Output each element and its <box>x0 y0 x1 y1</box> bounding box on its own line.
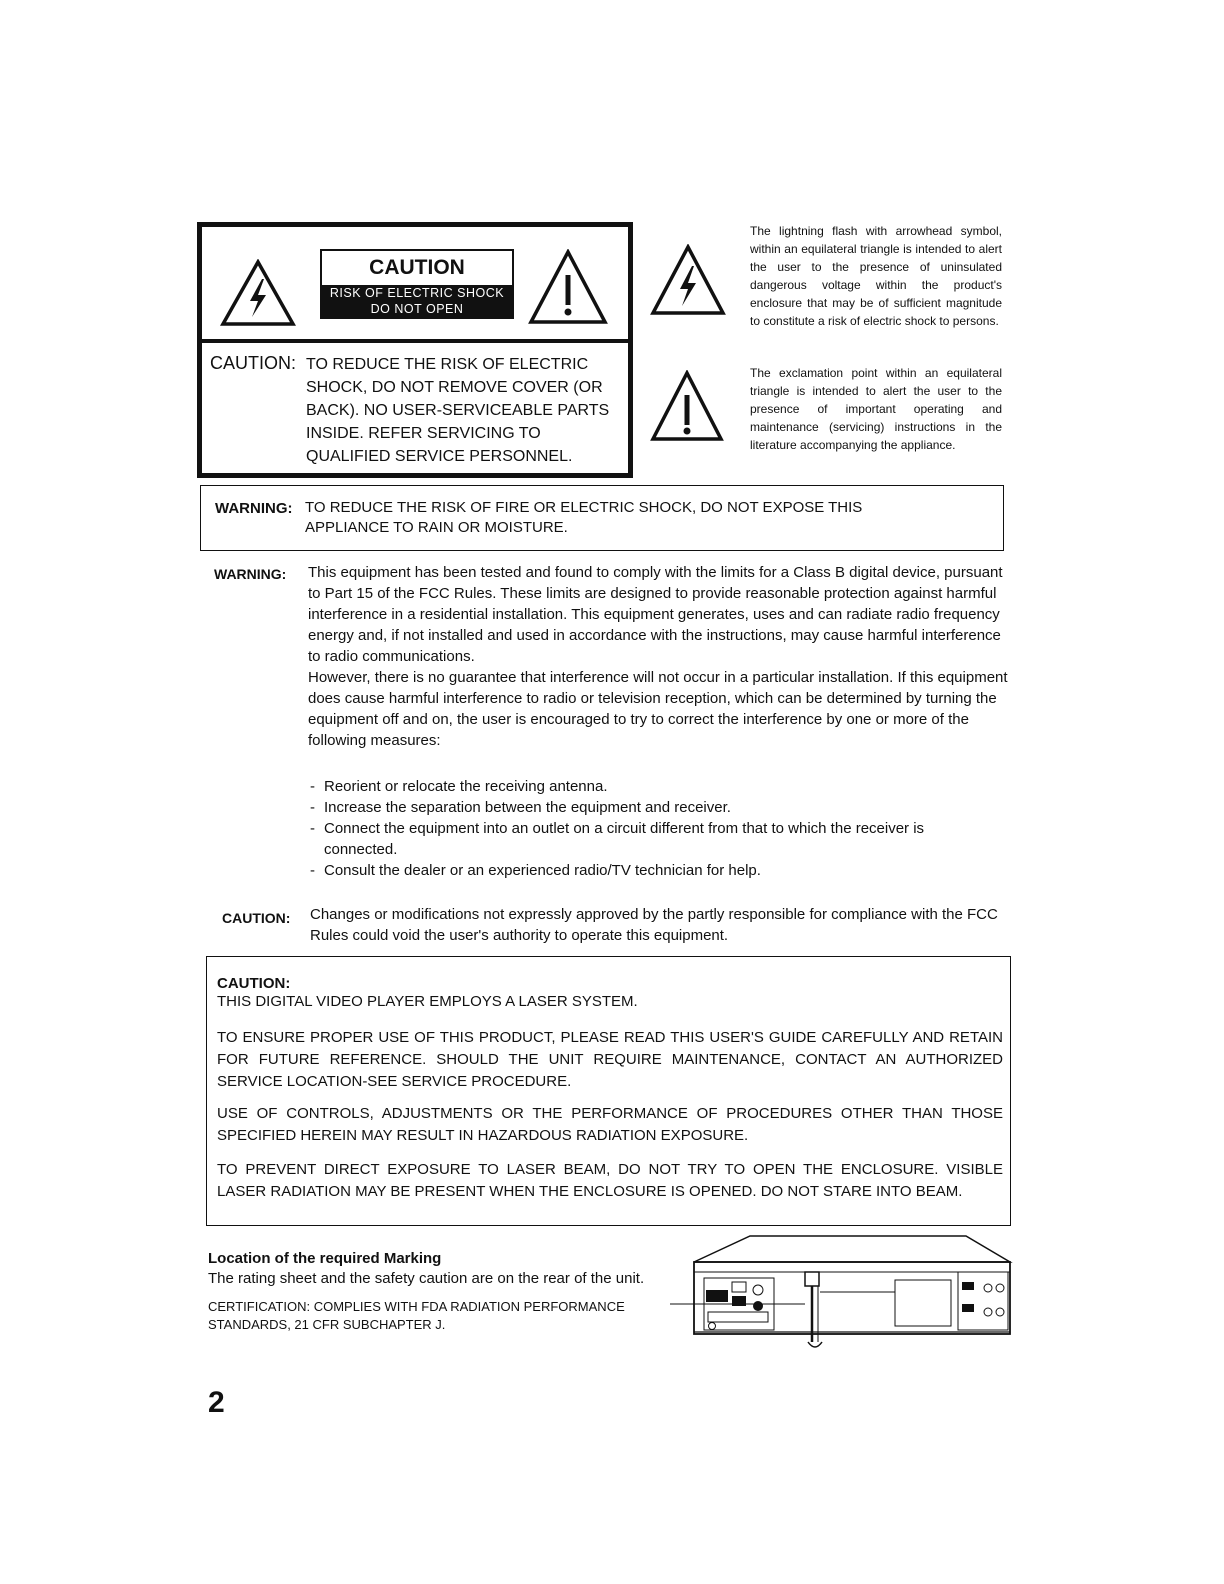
certification-text: CERTIFICATION: COMPLIES WITH FDA RADIATION PERFORMANCE STANDARDS, 21 CFR SUBCHAPTER J. <box>208 1299 625 1332</box>
fcc-warning-label: WARNING: <box>214 566 287 582</box>
marking-text: The rating sheet and the safety caution are on the rear of the unit. <box>208 1270 645 1287</box>
fcc-measures <box>310 776 1000 881</box>
page-number: 2 <box>208 1386 225 1419</box>
lightning-warning-icon <box>220 259 296 327</box>
lightning-symbol-icon <box>650 244 726 316</box>
marking-heading: Location of the required Marking <box>208 1250 442 1267</box>
fcc-warning-paragraph-1: This equipment has been tested and found to comply with the limits for a Class B digital device, pursuant to Part 15 of the FCC Rules. These limits are designed to provide reasonable protection against harmful interference in a residential installation. This equipment generates, uses and can radiate radio frequency energy and, if not installed and used in accordance with the instructions, may cause harmful interference to radio communications. <box>308 564 1003 665</box>
caution-sticker <box>320 249 514 319</box>
laser-caution-paragraph-4: TO PREVENT DIRECT EXPOSURE TO LASER BEAM, DO NOT TRY TO OPEN THE ENCLOSURE. VISIBLE LASER RADIATION MAY BE PRESENT WHEN THE ENCLOSURE IS OPENED. DO NOT STARE INTO BEAM. <box>217 1161 1003 1200</box>
laser-caution-paragraph-3: USE OF CONTROLS, ADJUSTMENTS OR THE PERFORMANCE OF PROCEDURES OTHER THAN THOSE SPECIFIED HEREIN MAY RESULT IN HAZARDOUS RADIATION EXPOSURE. <box>217 1105 1003 1144</box>
laser-caution-label: CAUTION: <box>217 975 291 992</box>
lightning-symbol-description: The lightning flash with arrowhead symbol, within an equilateral triangle is intended to alert the user to the presence of uninsulated dangerous voltage within the product's enclosure that may be of sufficient magnitude to constitute a risk of electric shock to persons. <box>750 224 1002 328</box>
unit-rear-illustration <box>670 1232 1020 1354</box>
caution-sticker-title: CAUTION <box>322 251 512 285</box>
caution-label-header <box>202 227 628 343</box>
fcc-warning-body <box>308 562 1008 751</box>
exclamation-warning-icon <box>528 249 608 325</box>
measure-item: - Reorient or relocate the receiving antenna. <box>310 776 1000 797</box>
laser-caution-box <box>206 956 1011 1226</box>
exclamation-symbol-description: The exclamation point within an equilateral triangle is intended to alert the user to the presence of important operating and maintenance (servicing) instructions in the literature accompanying the appliance. <box>750 366 1002 452</box>
warning-moisture-box <box>200 485 1004 551</box>
caution-changes-label: CAUTION: <box>222 910 291 926</box>
caution-sticker-subtitle <box>322 285 512 317</box>
caution-box-label: CAUTION: <box>210 353 297 373</box>
caution-sticker-line2: DO NOT OPEN <box>370 302 464 316</box>
warning-moisture-text: TO REDUCE THE RISK OF FIRE OR ELECTRIC SHOCK, DO NOT EXPOSE THIS APPLIANCE TO RAIN OR MOISTURE. <box>305 499 863 536</box>
caution-box-text: TO REDUCE THE RISK OF ELECTRIC SHOCK, DO NOT REMOVE COVER (OR BACK). NO USER-SERVICEABLE PARTS INSIDE. REFER SERVICING TO QUALIFIED SERVICE PERSONNEL. <box>306 356 610 465</box>
caution-label-box <box>197 222 633 478</box>
exclamation-symbol-icon <box>650 370 724 442</box>
caution-sticker-line1: RISK OF ELECTRIC SHOCK <box>329 286 505 300</box>
measure-item: - Connect the equipment into an outlet on a circuit different from that to which the receiver is connected. <box>310 818 1000 860</box>
laser-caution-paragraph-1: THIS DIGITAL VIDEO PLAYER EMPLOYS A LASER SYSTEM. <box>217 993 638 1010</box>
warning-moisture-label: WARNING: <box>215 500 293 517</box>
caution-changes-text: Changes or modifications not expressly approved by the partly responsible for compliance with the FCC Rules could void the user's authority to operate this equipment. <box>310 906 998 944</box>
measure-item: - Consult the dealer or an experienced radio/TV technician for help. <box>310 860 1000 881</box>
laser-caution-paragraph-2: TO ENSURE PROPER USE OF THIS PRODUCT, PLEASE READ THIS USER'S GUIDE CAREFULLY AND RETAIN FOR FUTURE REFERENCE. SHOULD THE UNIT REQUIRE MAINTENANCE, CONTACT AN AUTHORIZED SERVICE LOCATION-SEE SERVICE PROCEDURE. <box>217 1029 1003 1090</box>
measure-item: - Increase the separation between the equipment and receiver. <box>310 797 1000 818</box>
fcc-warning-paragraph-2: However, there is no guarantee that interference will not occur in a particular installation. If this equipment does cause harmful interference to radio or television reception, which can be determined by turning the equipment off and on, the user is encouraged to try to correct the interference by one or more of the following measures: <box>308 669 1008 749</box>
